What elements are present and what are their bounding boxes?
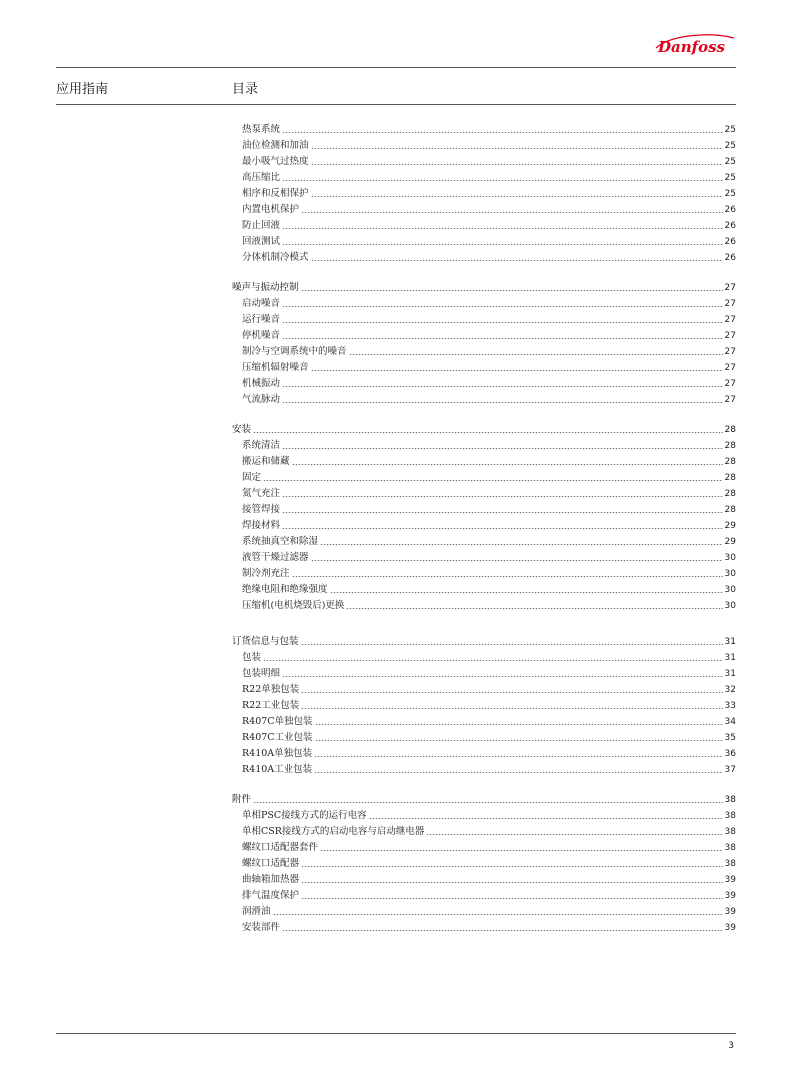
toc-entry[interactable] (232, 746, 736, 762)
toc-entry[interactable] (232, 566, 736, 582)
page-number: 3 (728, 1041, 734, 1051)
toc-entry-label: 接管焊接 (242, 504, 281, 515)
toc-entry-page: 30 (724, 569, 736, 579)
toc-entry-label: 液管干燥过滤器 (242, 552, 309, 563)
toc-entry[interactable] (232, 650, 736, 666)
toc-entry[interactable] (232, 698, 736, 714)
dot-leader (282, 132, 723, 133)
toc-entry[interactable] (232, 714, 736, 730)
toc-entry-page: 27 (724, 347, 736, 357)
dot-leader (253, 802, 723, 803)
toc-entry[interactable] (232, 360, 736, 376)
dot-leader (314, 756, 722, 757)
toc-entry-page: 29 (724, 537, 736, 547)
dot-leader (282, 306, 723, 307)
toc-entry[interactable] (232, 250, 736, 266)
toc-entry[interactable] (232, 312, 736, 328)
toc-entry[interactable] (232, 138, 736, 154)
toc-entry-page: 27 (724, 315, 736, 325)
toc-entry-page: 30 (724, 585, 736, 595)
toc-entry-label: 润滑油 (242, 906, 271, 917)
toc-entry-label: 压缩机(电机烧毁后)更换 (242, 600, 345, 611)
toc-entry-page: 39 (724, 891, 736, 901)
toc-entry-label: R407C工业包装 (242, 732, 313, 743)
toc-entry[interactable] (232, 682, 736, 698)
toc-entry-page: 36 (724, 749, 736, 759)
dot-leader (301, 898, 723, 899)
dot-leader (320, 850, 723, 851)
toc-entry-label: 螺纹口适配器 (242, 858, 300, 869)
dot-leader (282, 448, 723, 449)
dot-leader (330, 592, 723, 593)
toc-entry-label: R410A单独包装 (242, 748, 313, 759)
toc-entry-label: 单相CSR接线方式的启动电容与启动继电器 (242, 826, 425, 837)
toc-entry[interactable] (232, 534, 736, 550)
toc-entry-label: 固定 (242, 472, 262, 483)
toc-entry-label: 绝缘电阻和绝缘强度 (242, 584, 328, 595)
dot-leader (282, 402, 723, 403)
toc-entry-page: 31 (724, 637, 736, 647)
toc-entry-page: 28 (724, 505, 736, 515)
toc-entry-label: 运行噪音 (242, 314, 281, 325)
dot-leader (282, 496, 723, 497)
dot-leader (273, 914, 723, 915)
toc-entry-label: R407C单独包装 (242, 716, 313, 727)
dot-leader (263, 660, 723, 661)
toc-entry-page: 29 (724, 521, 736, 531)
dot-leader (292, 464, 723, 465)
dot-leader (311, 260, 723, 261)
dot-leader (311, 148, 723, 149)
toc-entry-page: 25 (724, 173, 736, 183)
toc-entry[interactable] (232, 808, 736, 824)
toc-entry[interactable] (232, 872, 736, 888)
toc-entry-page: 30 (724, 601, 736, 611)
dot-leader (282, 338, 723, 339)
toc-section (232, 122, 736, 266)
toc-entry-label: 气流脉动 (242, 394, 281, 405)
footer-rule (56, 1033, 736, 1034)
logo-text: Danfoss (658, 38, 725, 56)
toc-entry-page: 38 (724, 811, 736, 821)
dot-leader (282, 180, 723, 181)
dot-leader (320, 544, 723, 545)
dot-leader (315, 724, 723, 725)
dot-leader (301, 644, 723, 645)
toc-section-heading[interactable] (232, 422, 736, 438)
toc-entry[interactable] (232, 824, 736, 840)
toc-entry-label: 启动噪音 (242, 298, 281, 309)
toc-entry-label: 高压缩比 (242, 172, 281, 183)
toc-entry-label: 系统清洁 (242, 440, 281, 451)
dot-leader (311, 560, 723, 561)
dot-leader (314, 772, 722, 773)
toc-entry[interactable] (232, 762, 736, 778)
toc-entry-label: 附件 (232, 794, 252, 805)
toc-entry-label: 安装 (232, 424, 252, 435)
toc-entry-page: 32 (724, 685, 736, 695)
toc-section-heading[interactable] (232, 634, 736, 650)
header-top-rule (56, 67, 736, 68)
toc-entry-page: 33 (724, 701, 736, 711)
toc-entry-label: 包装 (242, 652, 262, 663)
toc-entry[interactable] (232, 856, 736, 872)
toc-entry-label: 氮气充注 (242, 488, 281, 499)
toc-section (232, 280, 736, 408)
toc-section (232, 634, 736, 778)
toc-entry-label: 制冷与空调系统中的噪音 (242, 346, 347, 357)
toc-entry[interactable] (232, 186, 736, 202)
dot-leader (301, 290, 723, 291)
toc-entry-page: 34 (724, 717, 736, 727)
toc-entry-page: 25 (724, 189, 736, 199)
dot-leader (349, 354, 723, 355)
toc-entry-label: 噪声与振动控制 (232, 282, 299, 293)
toc-entry-page: 37 (724, 765, 736, 775)
toc-entry-page: 31 (724, 653, 736, 663)
table-of-contents (232, 122, 736, 950)
toc-entry[interactable] (232, 502, 736, 518)
dot-leader (282, 930, 723, 931)
toc-entry[interactable] (232, 296, 736, 312)
toc-entry-page: 27 (724, 283, 736, 293)
toc-entry-label: 安装部件 (242, 922, 281, 933)
toc-entry-page: 26 (724, 253, 736, 263)
dot-leader (311, 370, 723, 371)
toc-entry-label: 最小吸气过热度 (242, 156, 309, 167)
toc-entry-label: 停机噪音 (242, 330, 281, 341)
toc-entry[interactable] (232, 840, 736, 856)
danfoss-logo (652, 28, 736, 60)
dot-leader (346, 608, 722, 609)
toc-entry-label: 油位检测和加油 (242, 140, 309, 151)
toc-entry[interactable] (232, 518, 736, 534)
dot-leader (282, 528, 723, 529)
toc-entry-label: R410A工业包装 (242, 764, 313, 775)
dot-leader (301, 708, 722, 709)
toc-entry-page: 39 (724, 875, 736, 885)
toc-entry-page: 38 (724, 843, 736, 853)
toc-entry-page: 39 (724, 907, 736, 917)
toc-entry-label: 螺纹口适配器套件 (242, 842, 319, 853)
toc-entry[interactable] (232, 666, 736, 682)
toc-entry-page: 26 (724, 221, 736, 231)
dot-leader (253, 432, 723, 433)
toc-entry-page: 25 (724, 157, 736, 167)
dot-leader (282, 228, 723, 229)
toc-entry[interactable] (232, 328, 736, 344)
toc-entry-page: 38 (724, 859, 736, 869)
dot-leader (315, 740, 723, 741)
dot-leader (301, 692, 722, 693)
dot-leader (263, 480, 723, 481)
toc-entry-page: 35 (724, 733, 736, 743)
toc-entry-page: 38 (724, 827, 736, 837)
page-title: 目录 (232, 82, 259, 97)
toc-entry-label: 曲轴箱加热器 (242, 874, 300, 885)
toc-entry-label: 压缩机辐射噪音 (242, 362, 309, 373)
toc-entry-label: 制冷剂充注 (242, 568, 290, 579)
toc-entry[interactable] (232, 376, 736, 392)
toc-entry-page: 27 (724, 379, 736, 389)
toc-entry-page: 26 (724, 205, 736, 215)
toc-entry[interactable] (232, 438, 736, 454)
dot-leader (282, 386, 723, 387)
toc-entry[interactable] (232, 582, 736, 598)
toc-entry-label: R22单独包装 (242, 684, 300, 695)
header-bottom-rule (56, 104, 736, 105)
toc-entry[interactable] (232, 598, 736, 614)
toc-entry-label: 包装明细 (242, 668, 281, 679)
toc-entry-label: 搬运和储藏 (242, 456, 290, 467)
dot-leader (282, 676, 723, 677)
dot-leader (282, 512, 723, 513)
toc-entry-label: 焊接材料 (242, 520, 281, 531)
dot-leader (282, 244, 723, 245)
toc-entry-page: 27 (724, 331, 736, 341)
dot-leader (369, 818, 723, 819)
toc-entry-label: 订货信息与包装 (232, 636, 299, 647)
toc-entry[interactable] (232, 392, 736, 408)
toc-entry-page: 26 (724, 237, 736, 247)
toc-entry[interactable] (232, 344, 736, 360)
toc-entry-label: 机械振动 (242, 378, 281, 389)
toc-entry[interactable] (232, 234, 736, 250)
dot-leader (301, 866, 723, 867)
dot-leader (426, 834, 722, 835)
toc-entry[interactable] (232, 888, 736, 904)
toc-entry-page: 25 (724, 141, 736, 151)
toc-entry-page: 39 (724, 923, 736, 933)
toc-entry-page: 28 (724, 425, 736, 435)
toc-entry[interactable] (232, 454, 736, 470)
dot-leader (301, 882, 723, 883)
toc-entry[interactable] (232, 154, 736, 170)
toc-entry-label: 分体机制冷模式 (242, 252, 309, 263)
toc-entry[interactable] (232, 550, 736, 566)
toc-entry-page: 27 (724, 299, 736, 309)
toc-section-heading[interactable] (232, 280, 736, 296)
toc-entry-page: 28 (724, 457, 736, 467)
toc-entry-page: 27 (724, 395, 736, 405)
toc-entry[interactable] (232, 218, 736, 234)
toc-entry-page: 31 (724, 669, 736, 679)
dot-leader (282, 322, 723, 323)
toc-entry[interactable] (232, 170, 736, 186)
toc-entry-page: 28 (724, 473, 736, 483)
toc-entry-label: 相序和反相保护 (242, 188, 309, 199)
toc-entry-label: 内置电机保护 (242, 204, 300, 215)
dot-leader (301, 212, 723, 213)
toc-section-heading[interactable] (232, 792, 736, 808)
document-title: 应用指南 (56, 82, 109, 97)
toc-section (232, 422, 736, 614)
toc-section (232, 792, 736, 936)
toc-entry-label: 防止回液 (242, 220, 281, 231)
toc-entry-label: 系统抽真空和除湿 (242, 536, 319, 547)
dot-leader (292, 576, 723, 577)
toc-entry-page: 28 (724, 441, 736, 451)
toc-entry[interactable] (232, 470, 736, 486)
toc-entry-label: R22工业包装 (242, 700, 300, 711)
toc-entry[interactable] (232, 730, 736, 746)
toc-entry-page: 25 (724, 125, 736, 135)
toc-entry[interactable] (232, 122, 736, 138)
toc-entry-label: 单相PSC接线方式的运行电容 (242, 810, 367, 821)
toc-entry-page: 27 (724, 363, 736, 373)
toc-entry-label: 热泵系统 (242, 124, 281, 135)
toc-entry[interactable] (232, 904, 736, 920)
dot-leader (311, 164, 723, 165)
toc-entry-page: 38 (724, 795, 736, 805)
toc-entry-label: 回液测试 (242, 236, 281, 247)
toc-entry[interactable] (232, 486, 736, 502)
toc-entry-page: 28 (724, 489, 736, 499)
toc-entry-label: 排气温度保护 (242, 890, 300, 901)
toc-entry[interactable] (232, 202, 736, 218)
toc-entry-page: 30 (724, 553, 736, 563)
dot-leader (311, 196, 723, 197)
toc-entry[interactable] (232, 920, 736, 936)
